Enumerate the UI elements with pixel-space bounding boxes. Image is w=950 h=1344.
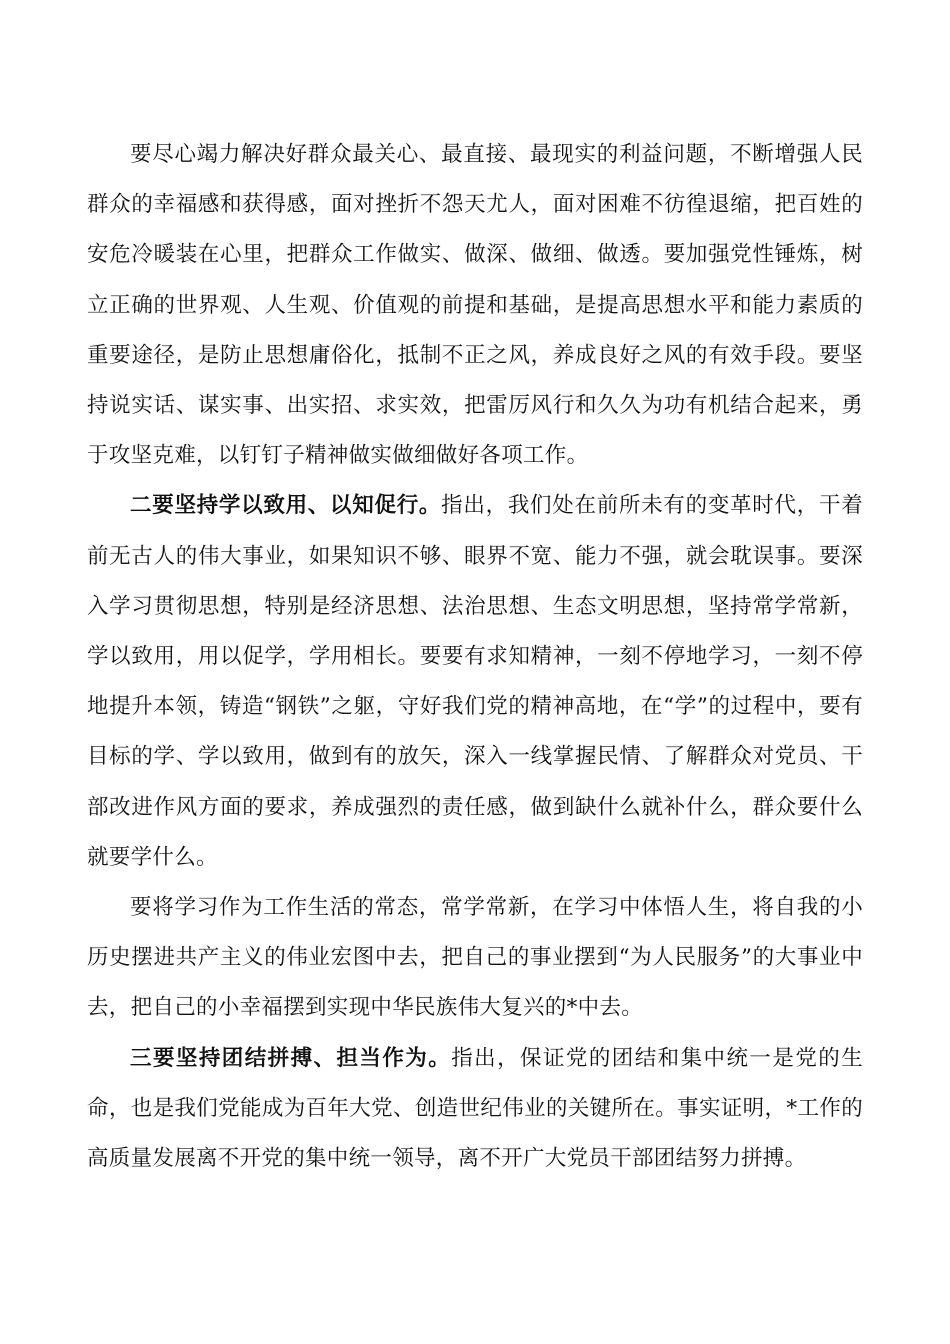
paragraph-1 bbox=[87, 130, 863, 481]
paragraph-text: 要将学习作为工作生活的常态，常学常新，在学习中体悟人生，将自我的小历史摆进共产主义的伟业宏图中去，把自己的事业摆到“为人民服务”的大事业中去，把自己的小幸福摆到实现中华民族伟大复兴的*中去。 bbox=[87, 895, 863, 1021]
paragraph-heading: 三要坚持团结拼搏、担当作为。 bbox=[130, 1045, 452, 1071]
paragraph-2 bbox=[87, 481, 863, 883]
paragraph-text: 要尽心竭力解决好群众最关心、最直接、最现实的利益问题，不断增强人民群众的幸福感和获得感，面对挫折不怨天尤人，面对困难不彷徨退缩，把百姓的安危冷暖装在心里，把群众工作做实、做深、做细、做透。要加强党性锤炼，树立正确的世界观、人生观、价值观的前提和基础，是提高思想水平和能力素质的重要途径，是防止思想庸俗化，抵制不正之风，养成良好之风的有效手段。要坚持说实话、谋实事、出实招、求实效，把雷厉风行和久久为功有机结合起来，勇于攻坚克难，以钉钉子精神做实做细做好各项工作。 bbox=[87, 142, 863, 469]
document-body bbox=[87, 130, 863, 1184]
paragraph-4 bbox=[87, 1034, 863, 1185]
paragraph-text: 指出，我们处在前所未有的变革时代，干着前无古人的伟大事业，如果知识不够、眼界不宽、能力不强，就会耽误事。要深入学习贯彻思想，特别是经济思想、法治思想、生态文明思想，坚持常学常新，学以致用，用以促学，学用相长。要要有求知精神，一刻不停地学习，一刻不停地提升本领，铸造“钢铁”之躯，守好我们党的精神高地，在“学”的过程中，要有目标的学、学以致用，做到有的放矢，深入一线掌握民情、了解群众对党员、干部改进作风方面的要求，养成强烈的责任感，做到缺什么就补什么，群众要什么就要学什么。 bbox=[87, 493, 864, 870]
paragraph-text: 指出，保证党的团结和集中统一是党的生命，也是我们党能成为百年大党、创造世纪伟业的关键所在。事实证明，*工作的高质量发展离不开党的集中统一领导，离不开广大党员干部团结努力拼搏。 bbox=[87, 1045, 863, 1172]
paragraph-heading: 二要坚持学以致用、以知促行。 bbox=[130, 493, 442, 519]
paragraph-3 bbox=[87, 883, 863, 1034]
